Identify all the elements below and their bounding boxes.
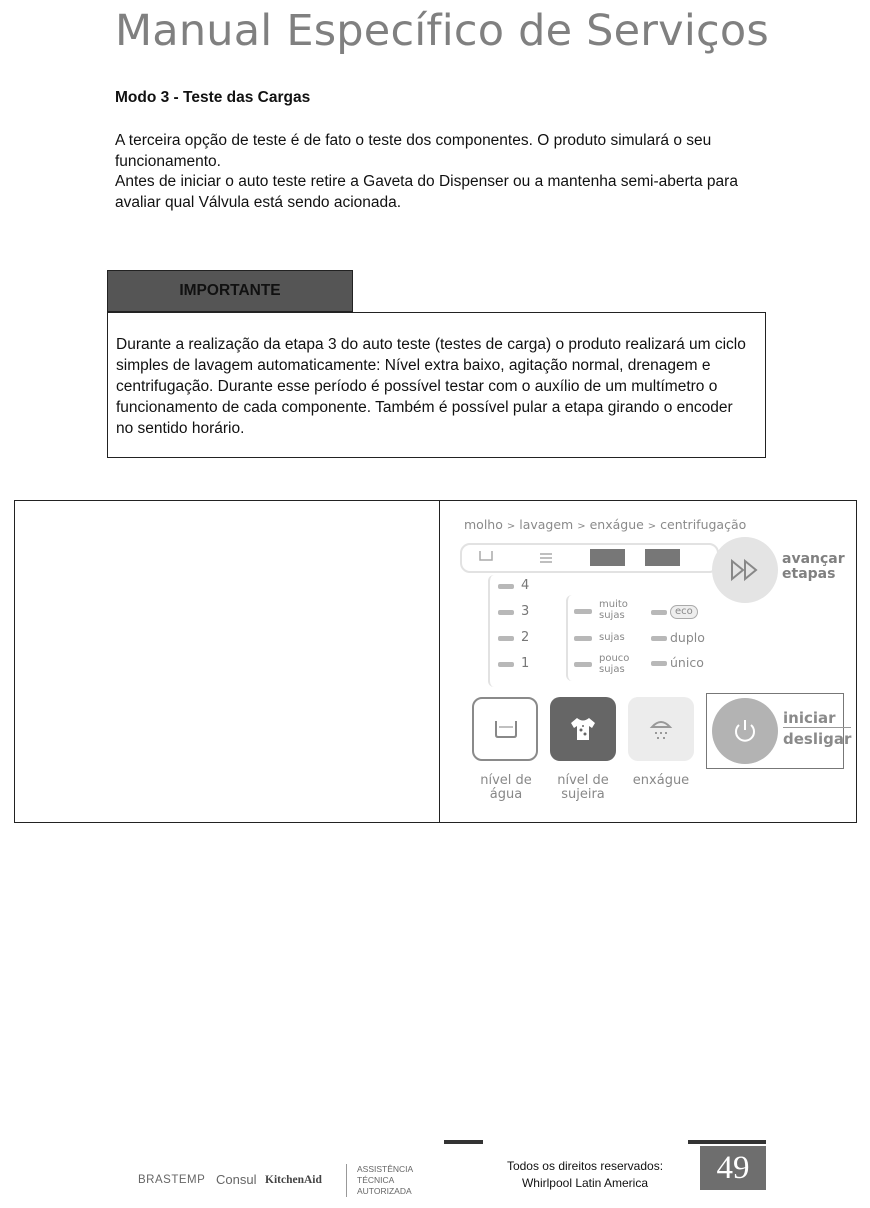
dirt-level-low-line2: sujas	[599, 664, 625, 675]
important-tab	[107, 270, 353, 312]
service-line-2: TÉCNICA	[357, 1175, 395, 1185]
brand-divider	[346, 1164, 347, 1197]
dirt-level-mid-line1: sujas	[599, 632, 625, 643]
service-line-3: AUTORIZADA	[357, 1186, 412, 1196]
paragraph-1: A terceira opção de teste é de fato o teste dos componentes. O produto simulará o seu funcionamento.	[115, 132, 712, 170]
dirt-level-button-label	[546, 774, 620, 802]
footer-rights	[480, 1158, 690, 1192]
dirt-level-high	[599, 599, 628, 621]
page-number-text: 49	[716, 1149, 750, 1186]
section-heading: Modo 3 - Teste das Cargas	[115, 89, 311, 106]
advance-button[interactable]	[712, 537, 778, 603]
cycle-steps	[464, 517, 746, 532]
step-molho: molho	[464, 517, 503, 532]
rinse-single-led	[651, 661, 667, 666]
advance-label	[782, 552, 845, 582]
dirt-level-mid	[599, 632, 625, 643]
rinse-button-label	[624, 774, 698, 788]
water-level-button[interactable]	[472, 697, 538, 761]
step-centrifugacao: centrifugação	[660, 517, 747, 532]
power-icon	[712, 698, 778, 764]
bucket-icon	[494, 719, 518, 739]
authorized-service-logo	[357, 1164, 413, 1197]
important-label: IMPORTANTE	[179, 282, 281, 299]
dirt-level-led-mid	[574, 636, 592, 641]
water-level-3: 3	[521, 604, 530, 619]
water-level-led-2	[498, 636, 514, 641]
important-text: Durante a realização da etapa 3 do auto teste (testes de carga) o produto realizará um ciclo simples de lavagem automaticamente: Nível extra baixo, agitação normal, drenagem e centrifugação. Durante esse período é possível testar com o auxílio de um multímetro o funcionamento de cada componente. Também é possível pular a etapa girando o encoder no sentido horário.	[116, 336, 746, 437]
step-separator: >	[506, 521, 516, 532]
dirt-level-low	[599, 653, 629, 675]
footer-rule-right	[688, 1140, 766, 1144]
dirt-level-label-line2: sujeira	[561, 787, 605, 802]
water-level-4: 4	[521, 578, 530, 593]
page-number	[700, 1146, 766, 1190]
fast-forward-icon	[712, 537, 778, 603]
dirt-level-low-line1: pouco	[599, 653, 630, 664]
water-level-label-line1: nível de	[480, 773, 532, 788]
power-label-line1: iniciar	[783, 709, 851, 728]
dirt-level-button[interactable]	[550, 697, 616, 761]
page-title: Manual Específico de Serviços	[115, 6, 769, 56]
advance-label-line2: etapas	[782, 566, 836, 582]
empty-left-cell	[15, 501, 439, 822]
dirt-level-high-line2: sujas	[599, 610, 625, 621]
rinse-eco: eco	[670, 605, 698, 619]
brand-kitchenaid: KitchenAid	[265, 1174, 322, 1186]
rinse-eco-led	[651, 610, 667, 615]
advance-label-line1: avançar	[782, 551, 845, 567]
step-separator: >	[577, 521, 586, 532]
rinse-single: único	[670, 655, 704, 670]
dirt-level-label-line1: nível de	[557, 773, 609, 788]
rinse-step-led	[590, 549, 625, 566]
water-level-led-4	[498, 584, 514, 589]
control-panel-image	[440, 501, 856, 822]
important-box	[107, 312, 766, 458]
rinse-button[interactable]	[628, 697, 694, 761]
wash-step-icon	[538, 551, 554, 563]
power-label	[783, 709, 851, 748]
rights-line-1: Todos os direitos reservados:	[506, 1159, 664, 1173]
shirt-icon	[568, 715, 598, 743]
water-level-button-label	[470, 774, 542, 802]
shower-icon	[648, 715, 674, 741]
dirt-level-high-line1: muito	[599, 599, 628, 610]
dirt-level-led-low	[574, 662, 592, 667]
spin-step-led	[645, 549, 680, 566]
rights-line-2: Whirlpool Latin America	[521, 1176, 649, 1190]
power-button[interactable]	[712, 698, 778, 764]
water-level-led-3	[498, 610, 514, 615]
step-lavagem: lavagem	[519, 517, 574, 532]
rinse-label-line1: enxágue	[632, 773, 690, 788]
power-label-line2: desligar	[783, 730, 852, 748]
water-level-1: 1	[521, 656, 530, 671]
step-enxague: enxágue	[589, 517, 644, 532]
soak-step-icon	[478, 549, 494, 563]
rinse-double: duplo	[670, 630, 705, 645]
dirt-level-led-high	[574, 609, 592, 614]
step-separator: >	[647, 521, 657, 532]
service-line-1: ASSISTÊNCIA	[357, 1164, 414, 1174]
brand-consul: Consul	[216, 1172, 257, 1187]
water-level-led-1	[498, 662, 514, 667]
water-level-2: 2	[521, 630, 530, 645]
brand-brastemp: BRASTEMP	[138, 1174, 206, 1186]
rinse-double-led	[651, 636, 667, 641]
paragraph-2: Antes de iniciar o auto teste retire a Gaveta do Dispenser ou a mantenha semi-aberta para avaliar qual Válvula está sendo acionada.	[115, 173, 738, 211]
water-level-label-line2: água	[489, 787, 523, 802]
footer-rule-left	[444, 1140, 483, 1144]
